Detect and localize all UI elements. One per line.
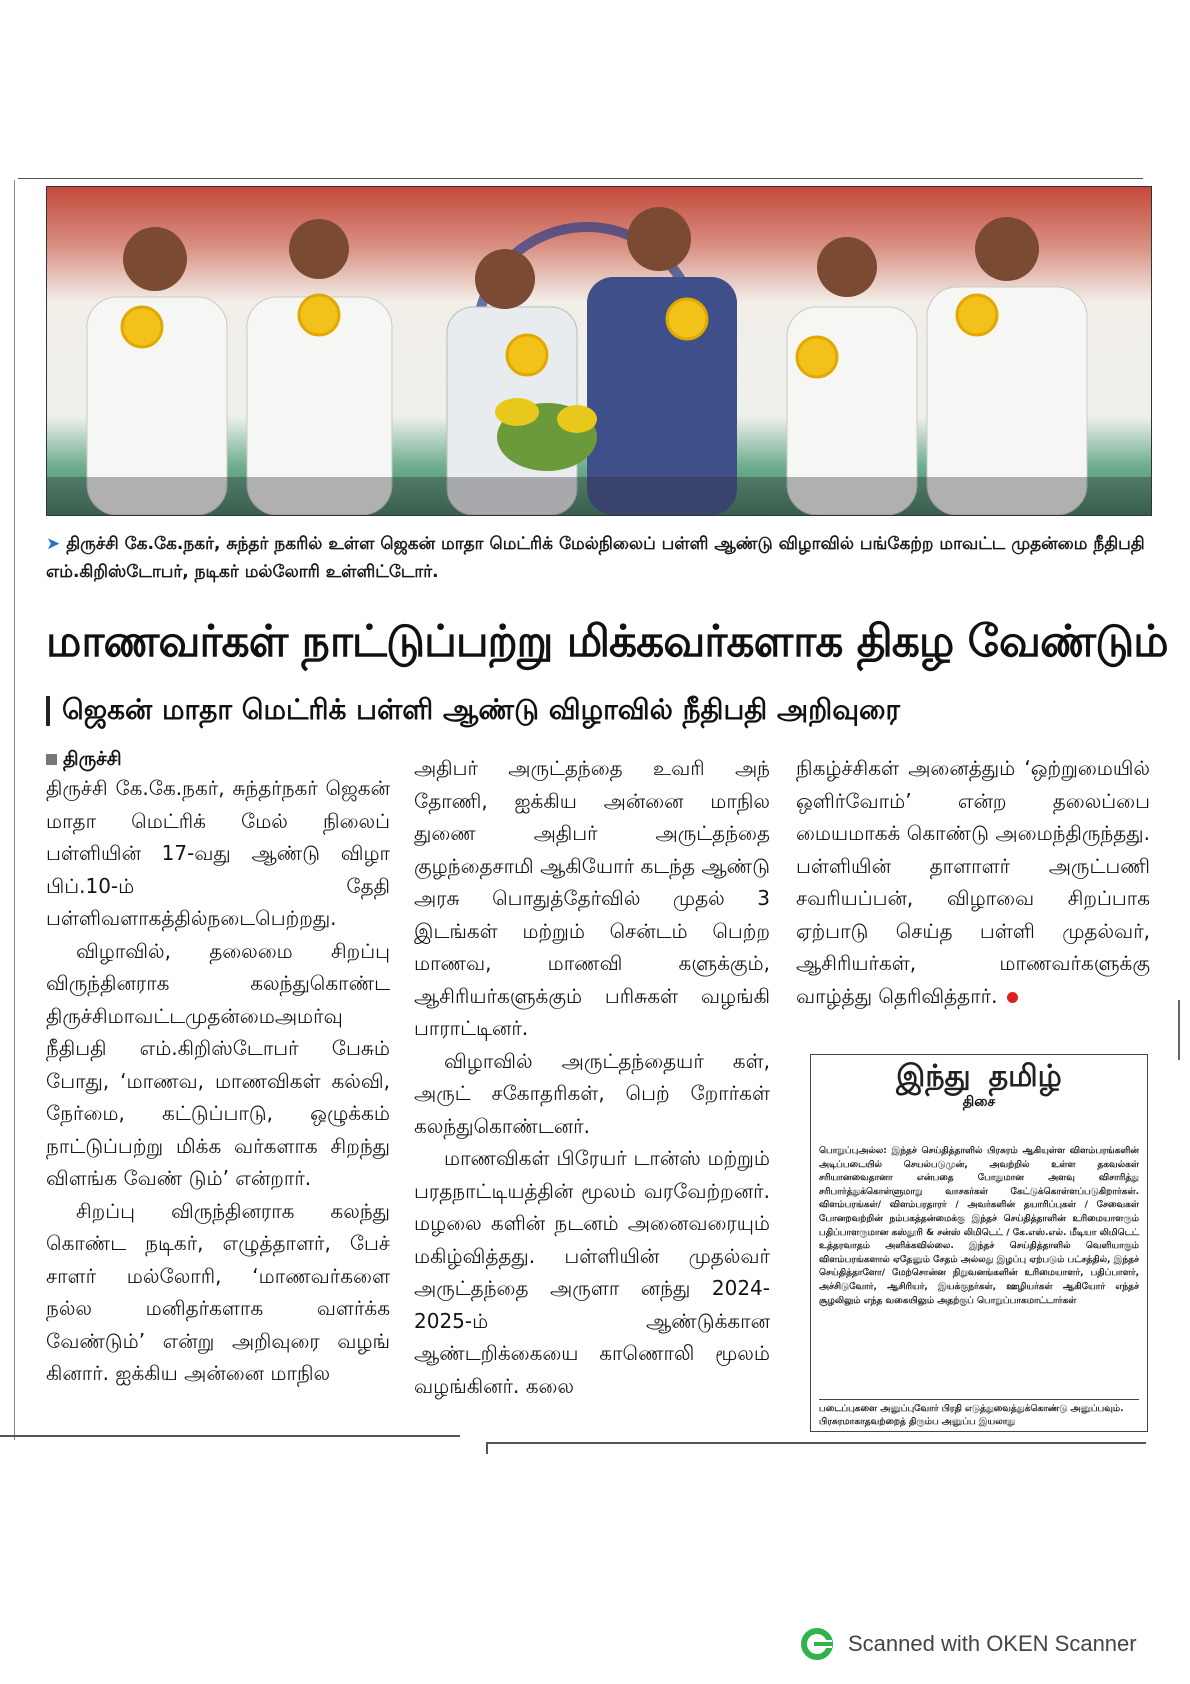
paragraph: மாணவிகள் பிரேயர் டான்ஸ் மற்றும் பரதநாட்டியத்தின் மூலம் வரவேற்றனர். மழலை களின் நடனம் அனைவரையும் மகிழ்வித்தது. பள்ளியின் முதல்வர் அருட்தந்தை அருளா னந்து 2024-2025-ம் ஆண்டுக்கான ஆண்டறிக்கையை காணொலி மூலம் வழங்கினர். கலை [414, 1146, 770, 1398]
article-column-1 [46, 746, 390, 1390]
caption-text: திருச்சி கே.கே.நகர், சுந்தர் நகரில் உள்ள ஜெகன் மாதா மெட்ரிக் மேல்நிலைப் பள்ளி ஆண்டு விழாவில் பங்கேற்ற மாவட்ட முதன்மை நீதிபதி எம்.கிறிஸ்டோபர், நடிகர் மல்லோரி உள்ளிட்டோர். [46, 534, 1145, 582]
scanner-watermark [800, 1626, 1137, 1662]
dateline-text: திருச்சி [63, 748, 122, 770]
dateline [46, 746, 390, 772]
subhead-text: ஜெகன் மாதா மெட்ரிக் பள்ளி ஆண்டு விழாவில் நீதிபதி அறிவுரை [62, 693, 900, 726]
bottom-rule-tick [486, 1442, 488, 1454]
right-edge-mark [1178, 1000, 1180, 1060]
dateline-square-icon [46, 754, 57, 765]
caption-arrow-icon: ➤ [46, 534, 61, 554]
subheadline [46, 688, 1150, 732]
paragraph [796, 752, 1150, 1012]
brand-sub: திசை [962, 1094, 996, 1110]
disclaimer-box [810, 1054, 1148, 1432]
bottom-rule [486, 1442, 1146, 1444]
article-column-2 [414, 752, 770, 1402]
paragraph: அதிபர் அருட்தந்தை உவரி அந் தோணி, ஐக்கிய அன்னை மாநில துணை அதிபர் அருட்தந்தை குழந்தைசாமி ஆகியோர் கடந்த ஆண்டு அரசு பொதுத்தேர்வில் முதல் 3 இடங்கள் மற்றும் சென்டம் பெற்ற மாணவ, மாணவி களுக்கும், ஆசிரியர்களுக்கும் பரிசுகள் வழங்கி பாராட்டினர். [414, 756, 770, 1040]
end-mark-icon [1007, 992, 1018, 1003]
paragraph: திருச்சி கே.கே.நகர், சுந்தர்நகர் ஜெகன் மாதா மெட்ரிக் மேல் நிலைப் பள்ளியின் 17-வது ஆண்டு விழா பிப்.10-ம் தேதி பள்ளிவளாகத்தில்நடைபெற்றது. [46, 776, 390, 930]
publication-logo [811, 1059, 1147, 1112]
paragraph: விழாவில், தலைமை சிறப்பு விருந்தினராக கலந்துகொண்ட திருச்சிமாவட்டமுதன்மைஅமர்வு நீதிபதி எம்.கிறிஸ்டோபர் பேசும் போது, ‘மாணவ, மாணவிகள் கல்வி, நேர்மை, கட்டுப்பாடு, ஒழுக்கம் நாட்டுப்பற்று மிக்க வர்களாக சிறந்து விளங்க வேண் டும்’ என்றார். [46, 938, 390, 1190]
ceremony-photo-icon [47, 187, 1151, 515]
paragraph: விழாவில் அருட்தந்தையர் கள், அருட் சகோதரிகள், பெற் றோர்கள் கலந்துகொண்டனர். [414, 1048, 770, 1138]
article-column-3 [796, 752, 1150, 1012]
paragraph-text: நிகழ்ச்சிகள் அனைத்தும் ‘ஒற்றுமையில் ஒளிர்வோம்’ என்ற தலைப்பை மையமாகக் கொண்டு அமைந்திருந்தது. பள்ளியின் தாளாளர் அருட்பணி சவரியப்பன், விழாவை சிறப்பாக ஏற்பாடு செய்த பள்ளி முதல்வர், ஆசிரியர்கள், மாணவர்களுக்கு வாழ்த்து தெரிவித்தார். [796, 756, 1150, 1008]
top-rule [18, 178, 1143, 179]
ceremony-photo [46, 186, 1152, 516]
disclaimer-text: பொறுப்புஅல்ல: இந்தச் செய்தித்தாளில் பிரசுரம் ஆகியுள்ள விளம்பரங்களின் அடிப்படையில் செயல்படுமுன், அவற்றில் உள்ள தகவல்கள் சரியானவைதானா என்பதை போதுமான அளவு விசாரித்து சரிபார்த்துக்கொள்ளுமாறு வாசகர்கள் கேட்டுக்கொள்ளப்படுகிறார்கள். விளம்பரங்கள்/ விளம்பரதாரர் / அவர்களின் தயாரிப்புகள் / சேவைகள் போனறவற்றின் நம்பகத்தன்மைக்கு இந்தச் செய்தித்தாளின் உரிமையாளரும் பதிப்பாளருமான கஸ்தூரி & சன்ஸ் லிமிடெட் / கே.எஸ்.எல். மீடியா லிமிடெட் உத்தரவாதம் அளிக்கவில்லை. இந்தச் செய்தித்தாளில் வெளியாகும் விளம்பரங்களால் ஏதேனும் சேதம் அல்லது இழப்பு ஏற்படும் பட்சத்தில், இந்தச் செய்தித்தாளோ/ மேற்சொன்ன நிறுவனங்களின் உரிமையாளர், பதிப்பாளர், அச்சிடுவோர், ஆசிரியர், இயக்குநர்கள், ஊழியர்கள் ஆகியோர் எந்தச் சூழலிலும் எந்த வகையிலும் அதற்குப் பொறுப்பாகமாட்டார்கள் [819, 1146, 1139, 1306]
scanner-label: Scanned with OKEN Scanner [848, 1631, 1137, 1656]
photo-caption [46, 530, 1150, 586]
paragraph: சிறப்பு விருந்தினராக கலந்து கொண்ட நடிகர், எழுத்தாளர், பேச் சாளர் மல்லோரி, ‘மாணவர்களை நல்ல மனிதர்களாக வளர்க்க வேண்டும்’ என்று அறிவுரை வழங் கினார். ஐக்கிய அன்னை மாநில [46, 1198, 390, 1385]
left-edge-rule [14, 180, 15, 1440]
disclaimer-footer: படைப்புகளை அனுப்புவோர் பிரதி எடுத்துவைத்துக்கொண்டு அனுப்பவும். பிரசுரமாகாதவற்றைத் திரும்ப அனுப்ப இயலாது [819, 1404, 1124, 1427]
headline: மாணவர்கள் நாட்டுப்பற்று மிக்கவர்களாக திகழ வேண்டும் [46, 616, 1168, 667]
subhead-bar [46, 696, 50, 726]
brand-left: இந்து [896, 1059, 971, 1094]
disclaimer-rule [819, 1399, 1139, 1400]
brand-right: தமிழ் [988, 1059, 1062, 1094]
bottom-rule [0, 1435, 460, 1437]
oken-scanner-logo-icon [800, 1627, 834, 1661]
